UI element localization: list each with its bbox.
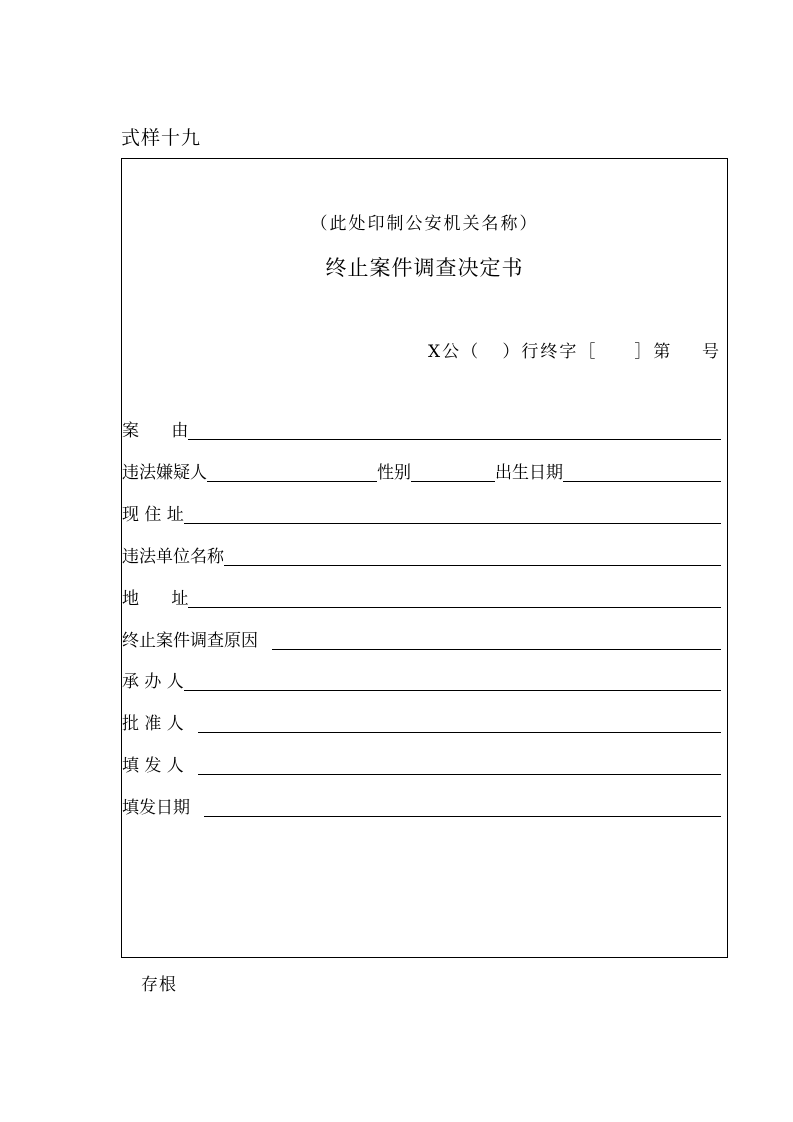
issue-date-field[interactable]: [204, 816, 721, 817]
row-suspect: [122, 459, 721, 485]
form-style-label: 式样十九: [121, 127, 202, 149]
gender-field[interactable]: [411, 481, 495, 482]
org-name-label: 违法单位名称: [122, 547, 224, 567]
row-case-reason: [122, 417, 721, 443]
approver-field[interactable]: [198, 732, 721, 733]
row-address: [122, 501, 721, 527]
row-handler: [122, 668, 721, 694]
org-address-field[interactable]: [188, 607, 721, 608]
handler-label: 承 办 人: [122, 672, 184, 692]
row-issuer: [122, 752, 721, 778]
row-termination-reason: [122, 627, 721, 653]
approver-label: 批 准 人: [122, 714, 184, 734]
row-issue-date: [122, 794, 721, 820]
agency-name-placeholder: （此处印制公安机关名称）: [310, 214, 539, 234]
document-number: X公（ ）行终字［ ］第 号: [428, 342, 721, 362]
org-address-label: 地 址: [122, 589, 189, 609]
termination-reason-label: 终止案件调查原因: [122, 631, 258, 651]
case-reason-label: 案 由: [122, 421, 189, 441]
issuer-label: 填 发 人: [122, 756, 184, 776]
row-org-address: [122, 585, 721, 611]
termination-reason-field[interactable]: [272, 649, 721, 650]
stub-label: 存根: [141, 975, 177, 995]
case-reason-field[interactable]: [188, 439, 721, 440]
birth-date-label: 出生日期: [495, 463, 563, 483]
issuer-field[interactable]: [198, 774, 721, 775]
document-frame: [121, 158, 728, 958]
row-org-name: [122, 543, 721, 569]
gender-label: 性别: [377, 463, 411, 483]
address-field[interactable]: [184, 523, 721, 524]
row-approver: [122, 710, 721, 736]
handler-field[interactable]: [184, 690, 721, 691]
suspect-label: 违法嫌疑人: [122, 463, 207, 483]
org-name-field[interactable]: [224, 565, 721, 566]
issue-date-label: 填发日期: [122, 798, 190, 818]
document-title: 终止案件调查决定书: [325, 256, 524, 280]
birth-date-field[interactable]: [563, 481, 721, 482]
address-label: 现 住 址: [122, 505, 184, 525]
suspect-field[interactable]: [207, 481, 377, 482]
